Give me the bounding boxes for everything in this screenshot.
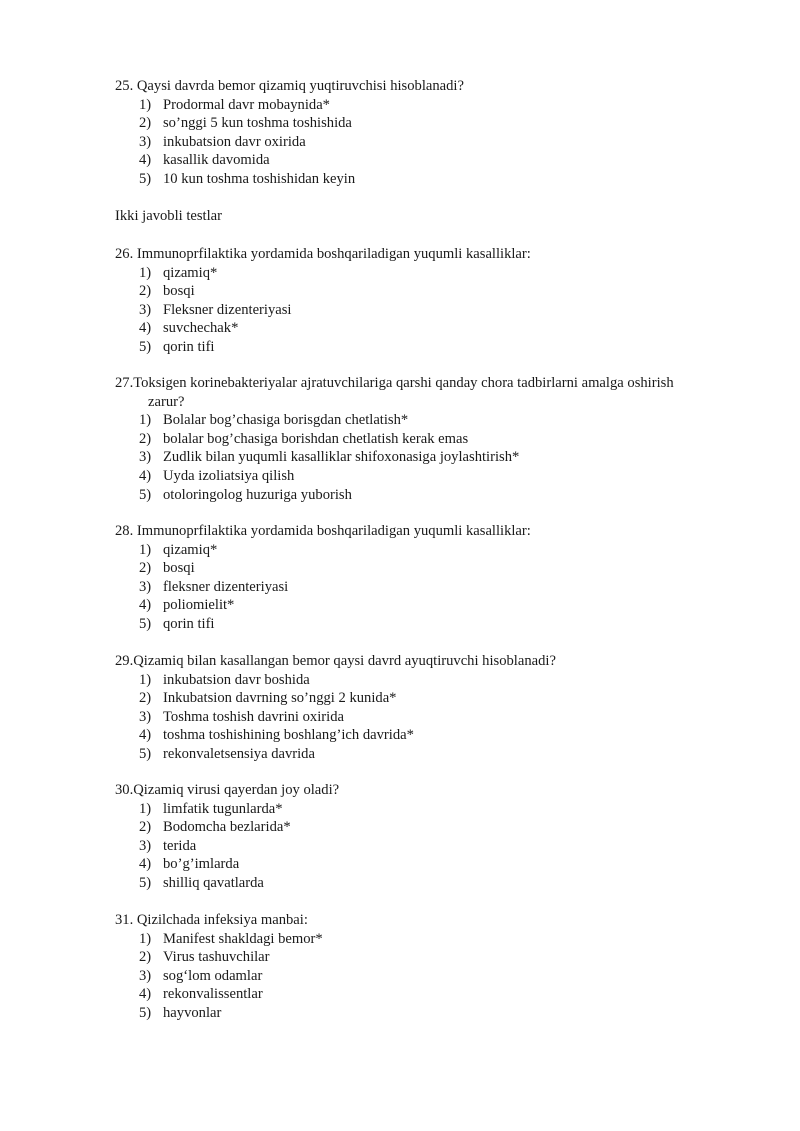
option-list [115, 96, 745, 189]
question-title: 25. Qaysi davrda bemor qizamiq yuqtiruvchisi hisoblanadi? [115, 78, 464, 94]
option-item: 2) bosqi [139, 283, 195, 300]
option-item: 1) qizamiq* [139, 541, 218, 558]
option-item: 2) Virus tashuvchilar [139, 949, 270, 966]
question-title: 27.Toksigen korinebakteriyalar ajratuvchilariga qarshi qanday chora tadbirlarni amalga oshirish zarur? [115, 375, 674, 410]
option-item: 3) Fleksner dizenteriyasi [139, 301, 292, 318]
option-list [115, 800, 745, 893]
question-26 [115, 245, 745, 357]
question-title: 30.Qizamiq virusi qayerdan joy oladi? [115, 782, 340, 798]
option-item: 3) sog‘lom odamlar [139, 967, 263, 984]
question-29 [115, 652, 745, 764]
question-title: 26. Immunoprfilaktika yordamida boshqariladigan yuqumli kasalliklar: [115, 246, 531, 262]
question-title: 28. Immunoprfilaktika yordamida boshqariladigan yuqumli kasalliklar: [115, 523, 531, 539]
option-item: 3) Toshma toshish davrini oxirida [139, 708, 344, 725]
section-heading: Ikki javobli testlar [115, 208, 222, 224]
option-item: 4) kasallik davomida [139, 152, 270, 169]
option-item: 1) qizamiq* [139, 264, 218, 281]
option-item: 1) inkubatsion davr boshida [139, 671, 310, 688]
question-28 [115, 522, 745, 634]
option-item: 4) Uyda izoliatsiya qilish [139, 467, 295, 484]
question-31 [115, 911, 745, 1023]
option-item: 5) rekonvaletsensiya davrida [139, 745, 315, 762]
option-item: 3) Zudlik bilan yuqumli kasalliklar shifoxonasiga joylashtirish* [139, 449, 520, 466]
question-30 [115, 781, 745, 893]
option-item: 3) inkubatsion davr oxirida [139, 133, 306, 150]
option-item: 5) qorin tifi [139, 338, 215, 355]
option-list [115, 671, 745, 764]
option-item: 2) bosqi [139, 560, 195, 577]
option-item: 4) toshma toshishining boshlang’ich davrida* [139, 727, 414, 744]
option-item: 2) so’nggi 5 kun toshma toshishida [139, 115, 352, 132]
option-item: 3) terida [139, 837, 197, 854]
option-item: 5) hayvonlar [139, 1004, 222, 1021]
option-item: 4) rekonvalissentlar [139, 986, 263, 1003]
question-25 [115, 77, 745, 189]
option-item: 4) bo’g’imlarda [139, 856, 240, 873]
option-item: 1) Bolalar bog’chasiga borisgdan chetlatish* [139, 412, 409, 429]
option-item: 4) poliomielit* [139, 597, 235, 614]
question-title: 31. Qizilchada infeksiya manbai: [115, 912, 308, 928]
option-list [115, 411, 745, 504]
option-item: 5) 10 kun toshma toshishidan keyin [139, 170, 356, 187]
option-item: 1) Prodormal davr mobaynida* [139, 96, 330, 113]
option-item: 5) qorin tifi [139, 615, 215, 632]
option-item: 2) Inkubatsion davrning so’nggi 2 kunida* [139, 690, 397, 707]
option-list [115, 930, 745, 1023]
question-27 [115, 374, 745, 504]
option-item: 2) bolalar bog’chasiga borishdan chetlatish kerak emas [139, 430, 469, 447]
option-item: 1) Manifest shakldagi bemor* [139, 930, 323, 947]
option-list [115, 541, 745, 634]
option-item: 2) Bodomcha bezlarida* [139, 819, 291, 836]
option-item: 5) shilliq qavatlarda [139, 874, 264, 891]
option-item: 3) fleksner dizenteriyasi [139, 578, 289, 595]
option-item: 4) suvchechak* [139, 320, 239, 337]
question-title: 29.Qizamiq bilan kasallangan bemor qaysi davrd ayuqtiruvchi hisoblanadi? [115, 653, 556, 669]
option-list [115, 264, 745, 357]
option-item: 1) limfatik tugunlarda* [139, 800, 283, 817]
option-item: 5) otoloringolog huzuriga yuborish [139, 486, 352, 503]
